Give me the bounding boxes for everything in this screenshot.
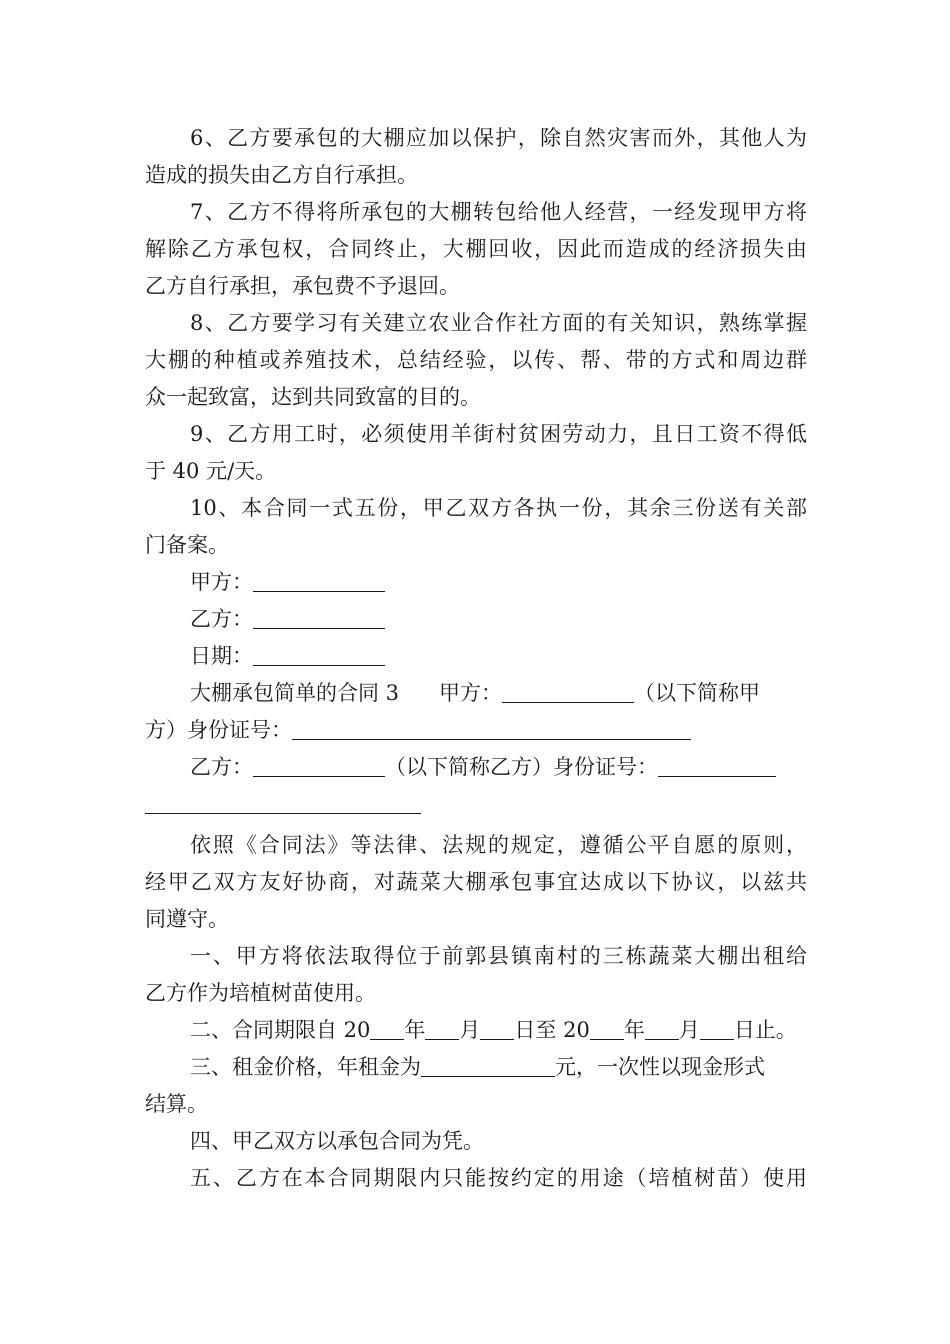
start-month-blank bbox=[425, 1015, 459, 1040]
item8-line2: 大棚的种植或养殖技术，总结经验，以传、帮、带的方式和周边群 bbox=[145, 348, 807, 372]
signature-party-a bbox=[190, 564, 807, 601]
contract3-party-a-id-label: 方）身份证号： bbox=[145, 718, 292, 742]
clause2-month2: 月 bbox=[678, 1018, 700, 1042]
clause2-year2: 年 bbox=[623, 1018, 645, 1042]
signature-date-label: 日期： bbox=[190, 644, 253, 668]
party-a-signature-blank bbox=[253, 567, 385, 592]
item7-line2: 解除乙方承包权，合同终止，大棚回收，因此而造成的经济损失由 bbox=[145, 237, 807, 261]
party-b-signature-blank bbox=[253, 604, 385, 629]
party-b-id-blank bbox=[658, 752, 776, 777]
clause3-line1 bbox=[190, 1049, 807, 1086]
clause3-prefix: 三、租金价格，年租金为 bbox=[190, 1055, 421, 1079]
contract3-party-a-blank bbox=[502, 678, 634, 703]
item6-line1: 6、乙方要承包的大棚应加以保护，除自然灾害而外，其他人为 bbox=[190, 126, 807, 150]
item9-line1: 9、乙方用工时，必须使用羊街村贫困劳动力，且日工资不得低 bbox=[190, 422, 807, 446]
contract3-party-a-id-line bbox=[145, 712, 807, 749]
signature-party-b-label: 乙方： bbox=[190, 607, 253, 631]
contract3-heading-line bbox=[190, 675, 807, 712]
clause2-prefix: 二、合同期限自 20 bbox=[190, 1018, 371, 1042]
contract3-party-b-line bbox=[190, 749, 807, 786]
clause2-term bbox=[190, 1012, 807, 1049]
item6-line2: 造成的损失由乙方自行承担。 bbox=[145, 163, 418, 187]
annual-rent-blank bbox=[421, 1052, 555, 1077]
clause1-line2: 乙方作为培植树苗使用。 bbox=[145, 981, 376, 1005]
contract3-party-a-suffix: （以下简称甲 bbox=[634, 681, 761, 705]
intro-line3: 同遵守。 bbox=[145, 907, 229, 931]
signature-party-b bbox=[190, 601, 807, 638]
clause1-line1: 一、甲方将依法取得位于前郭县镇南村的三栋蔬菜大棚出租给 bbox=[190, 944, 807, 968]
contract3-heading: 大棚承包简单的合同 3 bbox=[190, 681, 400, 705]
item10-line1: 10、本合同一式五份，甲乙双方各执一份，其余三份送有关部 bbox=[190, 496, 807, 520]
party-a-id-blank bbox=[292, 715, 691, 740]
item8-line1: 8、乙方要学习有关建立农业合作社方面的有关知识，熟练掌握 bbox=[190, 311, 807, 335]
date-blank bbox=[253, 641, 385, 666]
clause5-line1: 五、乙方在本合同期限内只能按约定的用途（培植树苗）使用 bbox=[190, 1166, 807, 1190]
item9-line2: 于 40 元/天。 bbox=[145, 459, 277, 483]
item8-line3: 众一起致富，达到共同致富的目的。 bbox=[145, 385, 481, 409]
clause3-suffix: 元，一次性以现金形式 bbox=[555, 1055, 765, 1079]
end-day-blank bbox=[700, 1015, 734, 1040]
contract3-party-b-id-continuation bbox=[145, 786, 807, 823]
start-day-blank bbox=[480, 1015, 514, 1040]
end-year-blank bbox=[590, 1015, 624, 1040]
clause4-line1: 四、甲乙双方以承包合同为凭。 bbox=[190, 1129, 484, 1153]
start-year-blank bbox=[370, 1015, 404, 1040]
intro-line2: 经甲乙双方友好协商，对蔬菜大棚承包事宜达成以下协议，以兹共 bbox=[145, 870, 807, 894]
end-month-blank bbox=[645, 1015, 679, 1040]
intro-line1: 依照《合同法》等法律、法规的规定，遵循公平自愿的原则， bbox=[190, 833, 807, 857]
clause2-month1: 月 bbox=[459, 1018, 481, 1042]
item7-line1: 7、乙方不得将所承包的大棚转包给他人经营，一经发现甲方将 bbox=[190, 200, 807, 224]
clause3-line2: 结算。 bbox=[145, 1092, 208, 1116]
clause2-day1: 日至 20 bbox=[514, 1018, 590, 1042]
contract3-party-b-blank bbox=[253, 752, 385, 777]
item10-line2: 门备案。 bbox=[145, 533, 229, 557]
party-b-id-blank-continued bbox=[145, 789, 421, 814]
contract3-party-b-mid: （以下简称乙方）身份证号： bbox=[385, 755, 658, 779]
item7-line3: 乙方自行承担，承包费不予退回。 bbox=[145, 274, 460, 298]
signature-date bbox=[190, 638, 807, 675]
clause2-year1: 年 bbox=[404, 1018, 426, 1042]
contract3-party-b-label: 乙方： bbox=[190, 755, 253, 779]
clause2-suffix: 日止。 bbox=[733, 1018, 797, 1042]
contract3-party-a-label: 甲方： bbox=[439, 681, 503, 705]
signature-party-a-label: 甲方： bbox=[190, 570, 253, 594]
